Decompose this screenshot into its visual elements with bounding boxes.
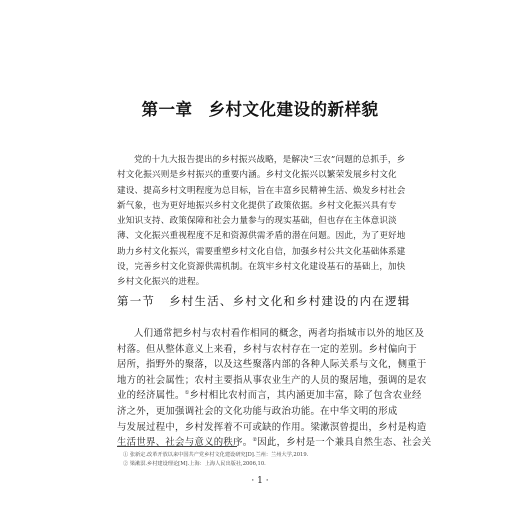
footnote-mark[interactable]: ①	[184, 390, 190, 397]
text-line-with-footnote	[117, 388, 422, 404]
chapter-number: 第一章	[141, 100, 193, 119]
footnote: ① 张新定.改革开放以来中国共产党乡村文化建设研究[D].兰州：兰州大学,2019.	[123, 452, 309, 458]
footnotes	[117, 451, 409, 469]
text-line: 业知识支持、政策保障和社会力量参与的现实基础，但也存在主体意识淡	[117, 216, 397, 227]
text-segment: 业的经济属性。	[117, 390, 185, 402]
text-line: 村落。但从整体意义上来看，乡村与农村存在一定的差别。乡村偏向于	[117, 343, 417, 355]
text-line: 党的十九大报告提出的乡村振兴战略，是解决“三农”问题的总抓手，乡	[134, 155, 406, 165]
text-line: 与发展过程中，乡村发挥着不可或缺的作用。梁漱溟曾提出，乡村是构造	[117, 421, 427, 433]
text-line: 地方的社会属性；农村主要指从事农业生产的人员的聚居地，强调的是农	[117, 374, 427, 386]
text-segment: 因此，乡村是一个兼具自然生态、社会关	[257, 437, 432, 449]
text-line: 居所，指野外的聚落，以及这些聚落内部的各种人际关系与文化，侧重于	[117, 359, 427, 371]
text-line: 新气象，也为更好地振兴乡村文化提供了政策依据。乡村文化振兴具有专	[117, 200, 397, 211]
text-line-with-footnote	[117, 435, 432, 451]
text-segment: 生活世界、社会与意义的秩序。	[117, 437, 253, 449]
footnote-divider	[117, 446, 237, 447]
page-number: · 1 ·	[251, 476, 269, 486]
text-line: 人们通常把乡村与农村看作相同的概念，两者均指城市以外的地区及	[134, 328, 425, 339]
text-line: 村文化振兴则是乡村振兴的重要内涵。乡村文化振兴以繁荣发展乡村文化	[117, 170, 397, 181]
text-line: 薄、文化振兴重视程度不足和资源供需矛盾的潜在问题。因此，为了更好地	[117, 231, 406, 242]
section-heading	[117, 293, 410, 309]
chapter-title: 乡村文化建设的新样貌	[208, 100, 379, 119]
text-line: 乡村文化振兴的进程。	[117, 277, 205, 288]
section-number: 第一节	[117, 294, 156, 308]
text-line: 建设、提高乡村文明程度为总目标，旨在丰富乡民精神生活、焕发乡村社会	[117, 185, 406, 196]
footnote: ② 梁漱溟.乡村建设理论[M].上海：上海人民出版社,2006,10.	[123, 461, 266, 467]
body-paragraph	[117, 326, 432, 451]
text-line: 助力乡村文化振兴，需要重塑乡村文化自信，加强乡村公共文化基础体系建	[117, 246, 406, 257]
section-title: 乡村生活、乡村文化和乡村建设的内在逻辑	[169, 294, 411, 308]
text-segment: 乡村相比农村而言，其内涵更加丰富，除了包含农业经	[189, 390, 422, 402]
chapter-heading	[0, 96, 520, 120]
text-line: 济之外，更加强调社会的文化功能与政治功能。在中华文明的形成	[117, 405, 398, 417]
intro-paragraph	[117, 153, 409, 291]
text-line: 设，完善乡村文化资源供需机制。在筑牢乡村文化建设基石的基础上，加快	[117, 262, 406, 273]
footnote-mark[interactable]: ②	[252, 437, 258, 444]
